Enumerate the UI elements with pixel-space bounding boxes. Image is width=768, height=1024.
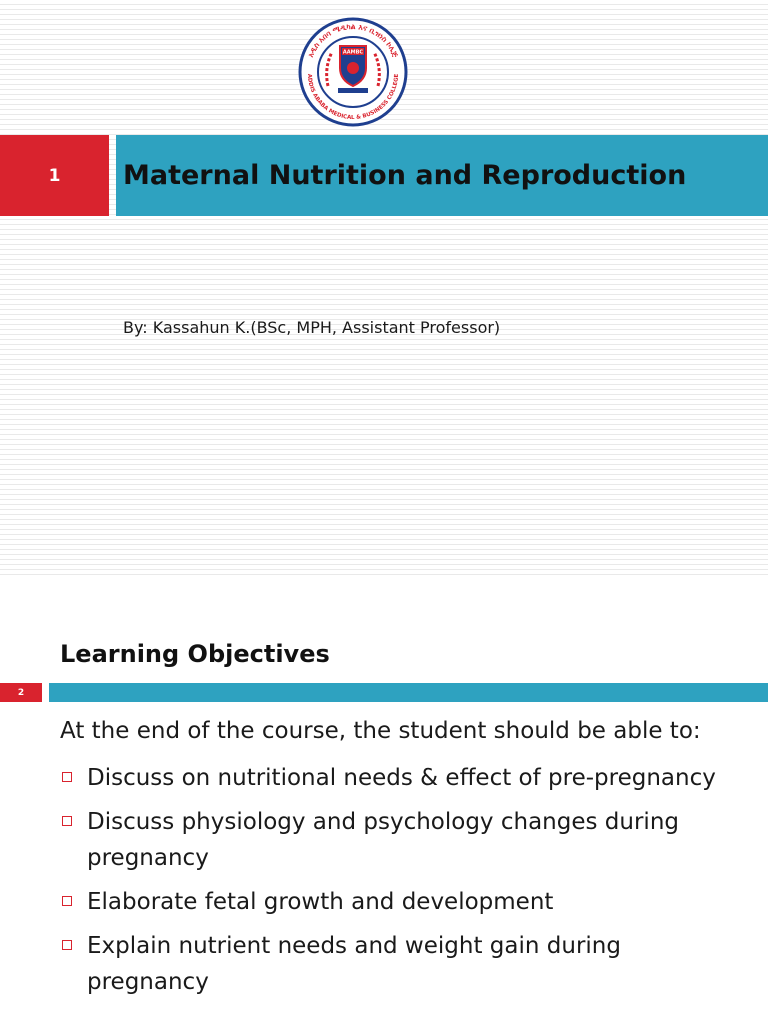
author-line: By: Kassahun K.(BSc, MPH, Assistant Professor) bbox=[123, 318, 501, 337]
square-bullet-icon bbox=[62, 816, 72, 826]
slide-title: Maternal Nutrition and Reproduction bbox=[123, 160, 687, 191]
objective-text: Elaborate fetal growth and development bbox=[87, 889, 554, 915]
square-bullet-icon bbox=[62, 772, 72, 782]
objective-text: Explain nutrient needs and weight gain during pregnancy bbox=[87, 933, 621, 995]
logo-top-text: አዲስ አበባ ሜዲካል እና ቢዝነስ ኮሌጅ bbox=[305, 21, 401, 59]
list-item bbox=[60, 804, 750, 876]
objective-text: Discuss physiology and psychology changes during pregnancy bbox=[87, 809, 679, 871]
slide-number: 1 bbox=[48, 165, 61, 186]
slide-2 bbox=[0, 588, 768, 1024]
objective-text: Discuss on nutritional needs & effect of pre-pregnancy bbox=[87, 765, 716, 791]
title-underline-bar bbox=[49, 683, 768, 702]
logo-bottom-text: ADDIS ABABA MEDICAL & BUSINESS COLLEGE bbox=[305, 73, 401, 122]
square-bullet-icon bbox=[62, 896, 72, 906]
slide-number: 2 bbox=[17, 687, 25, 698]
intro-text: At the end of the course, the student should be able to: bbox=[60, 718, 701, 744]
list-item bbox=[60, 760, 750, 796]
list-item bbox=[60, 928, 750, 1000]
slide-number-box bbox=[0, 135, 109, 216]
objectives-list bbox=[60, 760, 750, 1008]
slide-number-box bbox=[0, 683, 42, 702]
title-banner bbox=[116, 135, 768, 216]
list-item bbox=[60, 884, 750, 920]
college-seal-logo bbox=[290, 16, 416, 128]
slide-title: Learning Objectives bbox=[60, 640, 330, 668]
square-bullet-icon bbox=[62, 940, 72, 950]
logo-shield-text: AAMBC bbox=[342, 49, 364, 56]
